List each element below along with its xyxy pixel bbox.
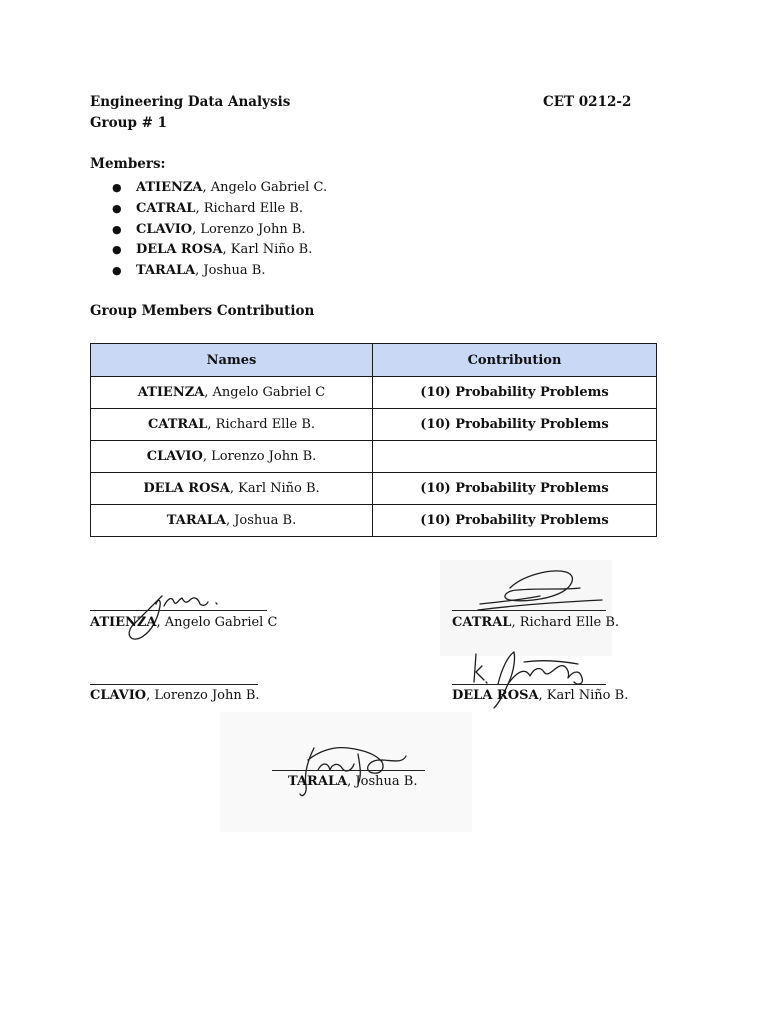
table-row [91,377,657,409]
signature-surname: ATIENZA [90,615,157,630]
signature-given-names: , Joshua B. [347,774,418,789]
signature-given-names: , Karl Niño B. [538,688,629,703]
signature-given-names: , Lorenzo John B. [146,688,260,703]
bullet-icon: ● [112,243,122,257]
bullet-icon: ● [112,201,122,215]
signature-name-dela-rosa [452,688,628,703]
member-item [112,261,327,282]
signature-line [452,684,606,685]
contribution-table [90,343,657,537]
member-item [112,220,327,241]
member-given-names: , Karl Niño B. [222,242,313,258]
bullet-icon: ● [112,264,122,278]
table-row [91,473,657,505]
section-code: CET 0212-2 [543,94,632,110]
contribution-cell [373,441,657,473]
contribution-cell: (10) Probability Problems [373,473,657,505]
course-title: Engineering Data Analysis [90,94,291,110]
signature-surname: CLAVIO [90,688,147,703]
name-cell [91,441,373,473]
signature-name-atienza [90,615,277,630]
signature-name-catral [452,615,619,630]
contribution-cell: (10) Probability Problems [373,377,657,409]
member-given-names: , Lorenzo John B. [192,221,306,237]
names-column-header: Names [91,344,373,377]
contribution-cell: (10) Probability Problems [373,505,657,537]
signature-tarala [292,740,416,802]
member-item [112,240,327,261]
signature-surname: CATRAL [452,615,512,630]
group-number: Group # 1 [90,115,168,131]
name-cell [91,377,373,409]
member-given-names: , Richard Elle B. [195,200,304,216]
signature-given-names: , Angelo Gabriel C [156,615,278,630]
member-surname: TARALA [136,263,196,279]
bullet-icon: ● [112,222,122,236]
signature-surname: TARALA [288,774,348,789]
name-surname: ATIENZA [137,385,205,400]
name-given: , Karl Niño B. [229,481,320,496]
member-surname: CLAVIO [136,221,193,237]
contribution-heading: Group Members Contribution [90,303,315,319]
bullet-icon: ● [112,181,122,194]
member-item [112,199,327,220]
name-given: , Richard Elle B. [207,417,316,432]
table-row [91,505,657,537]
table-row [91,441,657,473]
member-surname: CATRAL [136,200,196,216]
signature-catral [470,566,610,616]
members-heading: Members: [90,156,166,172]
signature-line [452,610,606,611]
name-given: , Lorenzo John B. [202,449,317,464]
signature-surname: DELA ROSA [452,688,539,703]
name-surname: DELA ROSA [143,481,230,496]
name-cell [91,473,373,505]
signature-name-clavio [90,688,260,703]
signature-given-names: , Richard Elle B. [511,615,620,630]
signature-line [90,610,267,611]
contribution-cell: (10) Probability Problems [373,409,657,441]
signature-line [90,684,258,685]
name-cell [91,409,373,441]
contribution-column-header: Contribution [373,344,657,377]
table-row [91,409,657,441]
signature-atienza [120,582,230,646]
name-given: , Angelo Gabriel C [204,385,326,400]
name-cell [91,505,373,537]
members-list [112,178,327,282]
signature-name-tarala [288,774,417,789]
member-given-names: , Angelo Gabriel C. [202,180,328,195]
name-surname: CATRAL [147,417,208,432]
name-surname: CLAVIO [146,449,203,464]
member-surname: DELA ROSA [136,242,223,258]
name-surname: TARALA [166,513,226,528]
signature-line [272,770,425,771]
name-given: , Joshua B. [225,513,297,528]
member-item [112,178,327,199]
member-surname: ATIENZA [136,180,203,195]
table-header-row [91,344,657,377]
member-given-names: , Joshua B. [195,263,266,279]
